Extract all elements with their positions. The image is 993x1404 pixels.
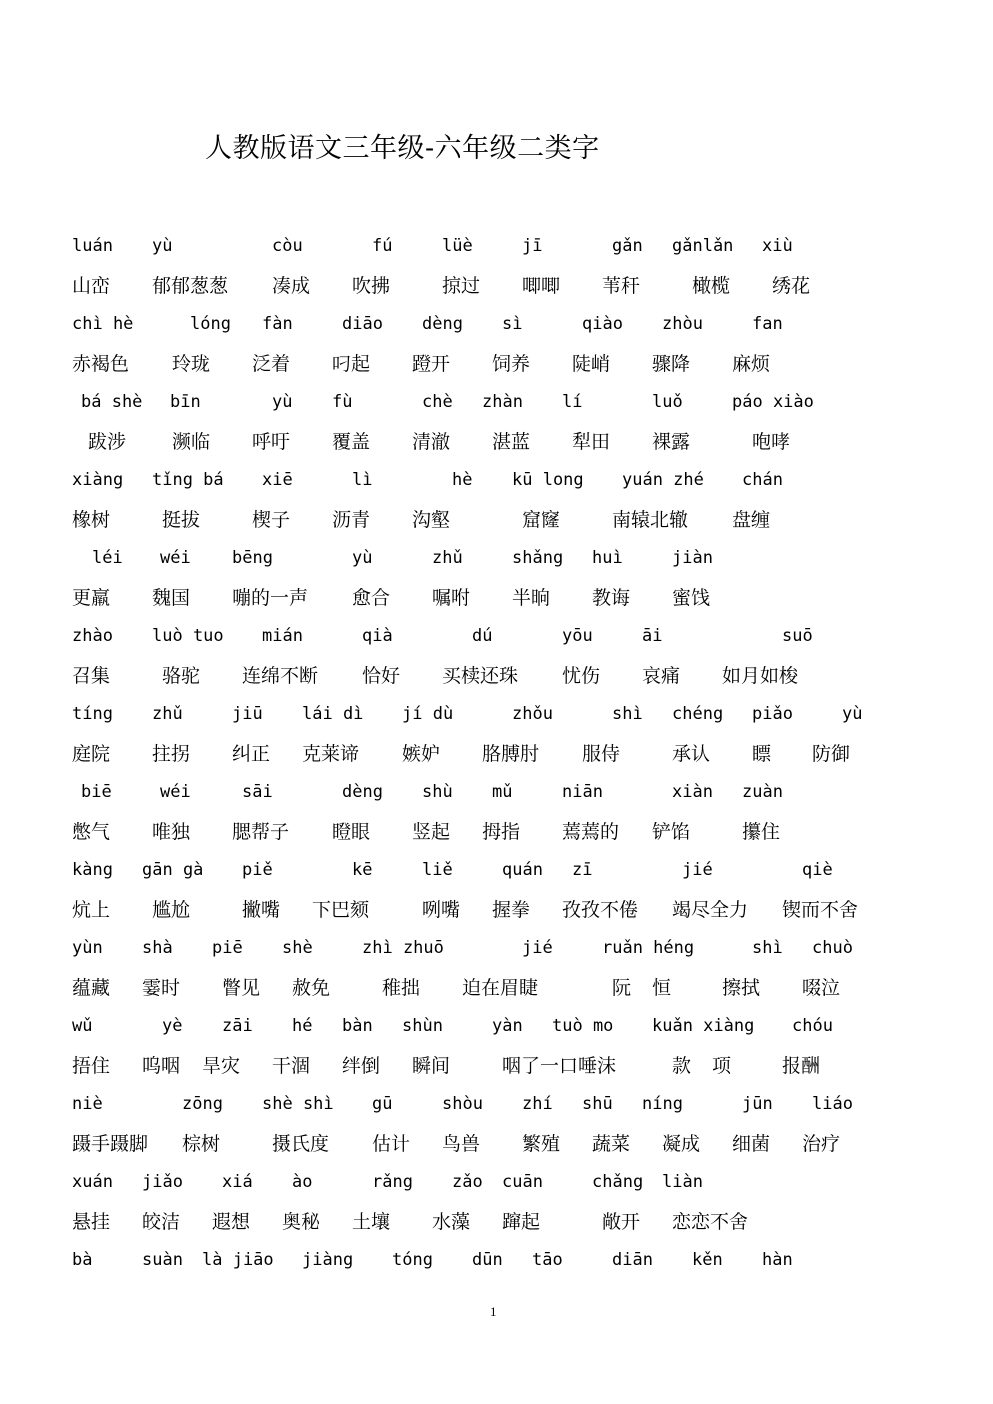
pinyin-text: gū (372, 1094, 393, 1114)
pinyin-text: gǎn (612, 236, 643, 256)
vocab-word: 咽了一口唾沫 (502, 1055, 617, 1077)
pinyin-text: rǎng (372, 1172, 413, 1192)
pinyin-text: chǎng (592, 1172, 644, 1192)
pinyin-text: bá shè (81, 392, 143, 412)
pinyin-text: zōng (182, 1094, 223, 1114)
vocab-word: 唯独 (152, 821, 191, 843)
vocab-word: 锲而不舍 (782, 899, 859, 921)
pinyin-text: níng (642, 1094, 683, 1114)
pinyin-text: lì (352, 470, 373, 490)
pinyin-row (0, 470, 993, 500)
pinyin-text: suàn (142, 1250, 183, 1270)
vocab-word: 蕴藏 (72, 977, 111, 999)
pinyin-text: zhào (72, 626, 113, 646)
vocab-word: 干涸 (272, 1055, 311, 1077)
vocab-word: 玲珑 (172, 353, 211, 375)
word-row (0, 583, 993, 613)
pinyin-text: lüè (442, 236, 473, 256)
pinyin-text: chuò (812, 938, 853, 958)
pinyin-text: bàn (342, 1016, 373, 1036)
pinyin-text: tǐng bá (152, 470, 224, 490)
pinyin-text: luǒ (652, 392, 683, 412)
pinyin-text: yàn (492, 1016, 523, 1036)
pinyin-text: qià (362, 626, 393, 646)
pinyin-text: qiè (802, 860, 833, 880)
vocab-word: 霎时 (142, 977, 181, 999)
word-row (0, 973, 993, 1003)
vocab-word: 细菌 (732, 1133, 771, 1155)
vocab-word: 绊倒 (342, 1055, 381, 1077)
pinyin-text: zuàn (742, 782, 783, 802)
pinyin-row (0, 314, 993, 344)
word-row (0, 1207, 993, 1237)
vocab-word: 敞开 (602, 1211, 641, 1233)
word-row (0, 661, 993, 691)
word-row (0, 1129, 993, 1159)
vocab-word: 嫉妒 (402, 743, 441, 765)
pinyin-text: shà (142, 938, 173, 958)
vocab-word: 炕上 (72, 899, 111, 921)
pinyin-text: diāo (342, 314, 383, 334)
vocab-word: 赦免 (292, 977, 331, 999)
vocab-word: 鸟兽 (442, 1133, 481, 1155)
pinyin-row (0, 236, 993, 266)
vocab-word: 项 (712, 1055, 732, 1077)
pinyin-text: qiào (582, 314, 623, 334)
vocab-word: 半晌 (512, 587, 551, 609)
vocab-word: 饲养 (492, 353, 531, 375)
pinyin-text: lí (562, 392, 583, 412)
vocab-word: 竖起 (412, 821, 451, 843)
pinyin-text: niè (72, 1094, 103, 1114)
vocab-word: 如月如梭 (722, 665, 799, 687)
pinyin-text: mián (262, 626, 303, 646)
vocab-word: 吹拂 (352, 275, 391, 297)
pinyin-text: kàng (72, 860, 113, 880)
pinyin-row (0, 1094, 993, 1124)
vocab-word: 估计 (372, 1133, 411, 1155)
vocab-word: 绣花 (772, 275, 811, 297)
pinyin-text: zhòu (662, 314, 703, 334)
pinyin-text: shù (422, 782, 453, 802)
vocab-word: 掠过 (442, 275, 481, 297)
vocab-word: 瞟 (752, 743, 772, 765)
pinyin-text: zhǒu (512, 704, 553, 724)
pinyin-text: liàn (662, 1172, 703, 1192)
vocab-word: 沥青 (332, 509, 371, 531)
pinyin-text: chéng (672, 704, 724, 724)
pinyin-text: jiàng (302, 1250, 354, 1270)
page-number: 1 (490, 1304, 497, 1319)
pinyin-text: wǔ (72, 1016, 93, 1036)
pinyin-text: chè (422, 392, 453, 412)
vocab-word: 湛蓝 (492, 431, 531, 453)
pinyin-text: diān (612, 1250, 653, 1270)
pinyin-text: hè (452, 470, 473, 490)
vocab-word: 窟窿 (522, 509, 561, 531)
pinyin-text: shǎng (512, 548, 564, 568)
word-row (0, 427, 993, 457)
vocab-word: 迫在眉睫 (462, 977, 539, 999)
vocab-word: 蔫蔫的 (562, 821, 620, 843)
pinyin-text: piě (242, 860, 273, 880)
pinyin-row (0, 938, 993, 968)
vocab-word: 沟壑 (412, 509, 451, 531)
vocab-word: 悬挂 (72, 1211, 111, 1233)
pinyin-text: kuǎn xiàng (652, 1016, 755, 1036)
vocab-word: 服侍 (582, 743, 621, 765)
vocab-word: 山峦 (72, 275, 111, 297)
pinyin-text: suō (782, 626, 813, 646)
pinyin-text: liáo (812, 1094, 853, 1114)
vocab-word: 阮 (612, 977, 632, 999)
pinyin-text: piǎo (752, 704, 793, 724)
vocab-word: 忧伤 (562, 665, 601, 687)
pinyin-text: tāo (532, 1250, 563, 1270)
pinyin-text: xiàn (672, 782, 713, 802)
pinyin-text: zhǔ (432, 548, 463, 568)
word-row (0, 1051, 993, 1081)
page-title: 人教版语文三年级-六年级二类字 (205, 133, 600, 164)
pinyin-text: luò tuo (152, 626, 224, 646)
pinyin-text: shì (752, 938, 783, 958)
vocab-word: 旱灾 (202, 1055, 241, 1077)
pinyin-text: zhí (522, 1094, 553, 1114)
vocab-word: 盘缠 (732, 509, 771, 531)
vocab-word: 跋涉 (88, 431, 127, 453)
vocab-word: 连绵不断 (242, 665, 319, 687)
vocab-word: 犁田 (572, 431, 611, 453)
pinyin-text: xiē (262, 470, 293, 490)
vocab-word: 挺拔 (162, 509, 201, 531)
pinyin-text: jié (522, 938, 553, 958)
pinyin-text: wéi (160, 548, 191, 568)
vocab-word: 下巴颏 (312, 899, 370, 921)
pinyin-text: dú (472, 626, 493, 646)
vocab-word: 陡峭 (572, 353, 611, 375)
pinyin-text: dèng (342, 782, 383, 802)
vocab-word: 清澈 (412, 431, 451, 453)
pinyin-row (0, 782, 993, 812)
pinyin-text: zǎo (452, 1172, 483, 1192)
word-row (0, 271, 993, 301)
pinyin-text: là jiāo (202, 1250, 274, 1270)
pinyin-text: dūn (472, 1250, 503, 1270)
vocab-word: 哀痛 (642, 665, 681, 687)
vocab-word: 呼吁 (252, 431, 291, 453)
pinyin-text: ào (292, 1172, 313, 1192)
pinyin-text: quán (502, 860, 543, 880)
vocab-word: 魏国 (152, 587, 191, 609)
vocab-word: 竭尽全力 (672, 899, 749, 921)
vocab-word: 买椟还珠 (442, 665, 519, 687)
vocab-word: 凝成 (662, 1133, 701, 1155)
pinyin-text: huì (592, 548, 623, 568)
vocab-word: 嘣的一声 (232, 587, 309, 609)
pinyin-text: léi (92, 548, 123, 568)
pinyin-text: shòu (442, 1094, 483, 1114)
pinyin-row (0, 626, 993, 656)
vocab-word: 拇指 (482, 821, 521, 843)
pinyin-text: zhàn (482, 392, 523, 412)
vocab-word: 繁殖 (522, 1133, 561, 1155)
vocab-word: 恰好 (362, 665, 401, 687)
pinyin-text: lóng (190, 314, 231, 334)
vocab-word: 嘱咐 (432, 587, 471, 609)
vocab-word: 遐想 (212, 1211, 251, 1233)
vocab-word: 瞥见 (222, 977, 261, 999)
pinyin-text: tóng (392, 1250, 433, 1270)
pinyin-text: zhì zhuō (362, 938, 444, 958)
pinyin-text: zī (572, 860, 593, 880)
vocab-word: 治疗 (802, 1133, 841, 1155)
vocab-word: 郁郁葱葱 (152, 275, 229, 297)
pinyin-text: chán (742, 470, 783, 490)
vocab-word: 蜜饯 (672, 587, 711, 609)
pinyin-text: fàn (262, 314, 293, 334)
pinyin-text: páo xiào (732, 392, 814, 412)
pinyin-text: xuán (72, 1172, 113, 1192)
pinyin-text: kū long (512, 470, 584, 490)
vocab-word: 纠正 (232, 743, 271, 765)
pinyin-text: jūn (742, 1094, 773, 1114)
pinyin-row (0, 704, 993, 734)
vocab-word: 蹑手蹑脚 (72, 1133, 149, 1155)
pinyin-text: sāi (242, 782, 273, 802)
vocab-word: 凑成 (272, 275, 311, 297)
vocab-word: 蹬开 (412, 353, 451, 375)
pinyin-text: shì (612, 704, 643, 724)
vocab-word: 报酬 (782, 1055, 821, 1077)
pinyin-row (0, 548, 993, 578)
pinyin-text: gǎnlǎn (672, 236, 734, 256)
pinyin-text: yù (272, 392, 293, 412)
pinyin-text: shè (282, 938, 313, 958)
vocab-word: 腮帮子 (232, 821, 290, 843)
pinyin-text: shùn (402, 1016, 443, 1036)
pinyin-text: liě (422, 860, 453, 880)
vocab-word: 瞬间 (412, 1055, 451, 1077)
vocab-word: 捂住 (72, 1055, 111, 1077)
vocab-word: 骤降 (652, 353, 691, 375)
pinyin-text: yuán zhé (622, 470, 704, 490)
vocab-word: 承认 (672, 743, 711, 765)
vocab-word: 奥秘 (282, 1211, 321, 1233)
vocab-word: 橡树 (72, 509, 111, 531)
vocab-word: 裸露 (652, 431, 691, 453)
pinyin-text: jī (522, 236, 543, 256)
vocab-word: 皎洁 (142, 1211, 181, 1233)
pinyin-row (0, 1250, 993, 1280)
pinyin-text: ruǎn héng (602, 938, 695, 958)
vocab-word: 濒临 (172, 431, 211, 453)
pinyin-text: fù (332, 392, 353, 412)
vocab-word: 苇秆 (602, 275, 641, 297)
pinyin-text: fan (752, 314, 783, 334)
vocab-word: 呜咽 (142, 1055, 181, 1077)
vocab-word: 防御 (812, 743, 851, 765)
pinyin-text: bēng (232, 548, 273, 568)
vocab-word: 擦拭 (722, 977, 761, 999)
vocab-word: 恒 (652, 977, 672, 999)
pinyin-text: kěn (692, 1250, 723, 1270)
vocab-word: 尴尬 (152, 899, 191, 921)
vocab-word: 愈合 (352, 587, 391, 609)
pinyin-text: jí dù (402, 704, 454, 724)
vocab-word: 恋恋不舍 (672, 1211, 749, 1233)
pinyin-text: zāi (222, 1016, 253, 1036)
pinyin-text: zhǔ (152, 704, 183, 724)
vocab-word: 孜孜不倦 (562, 899, 639, 921)
pinyin-text: jiàn (672, 548, 713, 568)
vocab-word: 瞪眼 (332, 821, 371, 843)
pinyin-text: cuān (502, 1172, 543, 1192)
pinyin-text: āi (642, 626, 663, 646)
pinyin-text: tíng (72, 704, 113, 724)
pinyin-text: hé (292, 1016, 313, 1036)
pinyin-text: còu (272, 236, 303, 256)
pinyin-row (0, 1172, 993, 1202)
pinyin-text: yōu (562, 626, 593, 646)
vocab-word: 蔬菜 (592, 1133, 631, 1155)
vocab-word: 啜泣 (802, 977, 841, 999)
vocab-word: 赤褐色 (72, 353, 130, 375)
vocab-word: 土壤 (352, 1211, 391, 1233)
pinyin-text: biē (81, 782, 112, 802)
pinyin-text: tuò mo (552, 1016, 614, 1036)
pinyin-text: yè (162, 1016, 183, 1036)
pinyin-text: yù (842, 704, 863, 724)
vocab-word: 蹿起 (502, 1211, 541, 1233)
pinyin-text: niān (562, 782, 603, 802)
pinyin-text: hàn (762, 1250, 793, 1270)
pinyin-text: bà (72, 1250, 93, 1270)
pinyin-text: chóu (792, 1016, 833, 1036)
vocab-word: 攥住 (742, 821, 781, 843)
vocab-word: 麻烦 (732, 353, 771, 375)
pinyin-text: lái dì (302, 704, 364, 724)
pinyin-text: fú (372, 236, 393, 256)
vocab-word: 泛着 (252, 353, 291, 375)
pinyin-text: xiù (762, 236, 793, 256)
vocab-word: 咧嘴 (422, 899, 461, 921)
vocab-word: 摄氏度 (272, 1133, 330, 1155)
pinyin-text: bīn (170, 392, 201, 412)
word-row (0, 349, 993, 379)
vocab-word: 南辕北辙 (612, 509, 689, 531)
pinyin-text: shū (582, 1094, 613, 1114)
pinyin-text: jiū (232, 704, 263, 724)
pinyin-text: xiàng (72, 470, 124, 490)
vocab-word: 拄拐 (152, 743, 191, 765)
pinyin-text: yù (152, 236, 173, 256)
word-row (0, 817, 993, 847)
vocab-word: 楔子 (252, 509, 291, 531)
vocab-word: 叼起 (332, 353, 371, 375)
vocab-word: 唧唧 (522, 275, 561, 297)
pinyin-row (0, 860, 993, 890)
word-row (0, 895, 993, 925)
vocab-word: 棕树 (182, 1133, 221, 1155)
vocab-word: 水藻 (432, 1211, 471, 1233)
pinyin-text: yùn (72, 938, 103, 958)
pinyin-text: chì hè (72, 314, 134, 334)
pinyin-text: luán (72, 236, 113, 256)
vocab-word: 教诲 (592, 587, 631, 609)
pinyin-text: piē (212, 938, 243, 958)
vocab-word: 咆哮 (752, 431, 791, 453)
vocab-word: 橄榄 (692, 275, 731, 297)
vocab-word: 更羸 (72, 587, 111, 609)
vocab-word: 憋气 (72, 821, 111, 843)
vocab-word: 胳膊肘 (482, 743, 540, 765)
pinyin-text: jiǎo (142, 1172, 183, 1192)
pinyin-text: xiá (222, 1172, 253, 1192)
pinyin-text: dèng (422, 314, 463, 334)
vocab-word: 稚拙 (382, 977, 421, 999)
pinyin-text: yù (352, 548, 373, 568)
pinyin-row (0, 1016, 993, 1046)
pinyin-text: jié (682, 860, 713, 880)
word-row (0, 739, 993, 769)
vocab-word: 克莱谛 (302, 743, 360, 765)
vocab-word: 款 (672, 1055, 692, 1077)
vocab-word: 骆驼 (162, 665, 201, 687)
vocab-word: 覆盖 (332, 431, 371, 453)
vocab-word: 撇嘴 (242, 899, 281, 921)
vocab-word: 庭院 (72, 743, 111, 765)
pinyin-row (0, 392, 993, 422)
vocab-word: 召集 (72, 665, 111, 687)
pinyin-text: wéi (160, 782, 191, 802)
pinyin-text: shè shì (262, 1094, 334, 1114)
pinyin-text: mǔ (492, 782, 513, 802)
pinyin-text: sì (502, 314, 523, 334)
vocab-word: 握拳 (492, 899, 531, 921)
pinyin-text: gān gà (142, 860, 204, 880)
pinyin-text: kē (352, 860, 373, 880)
vocab-word: 铲馅 (652, 821, 691, 843)
word-row (0, 505, 993, 535)
